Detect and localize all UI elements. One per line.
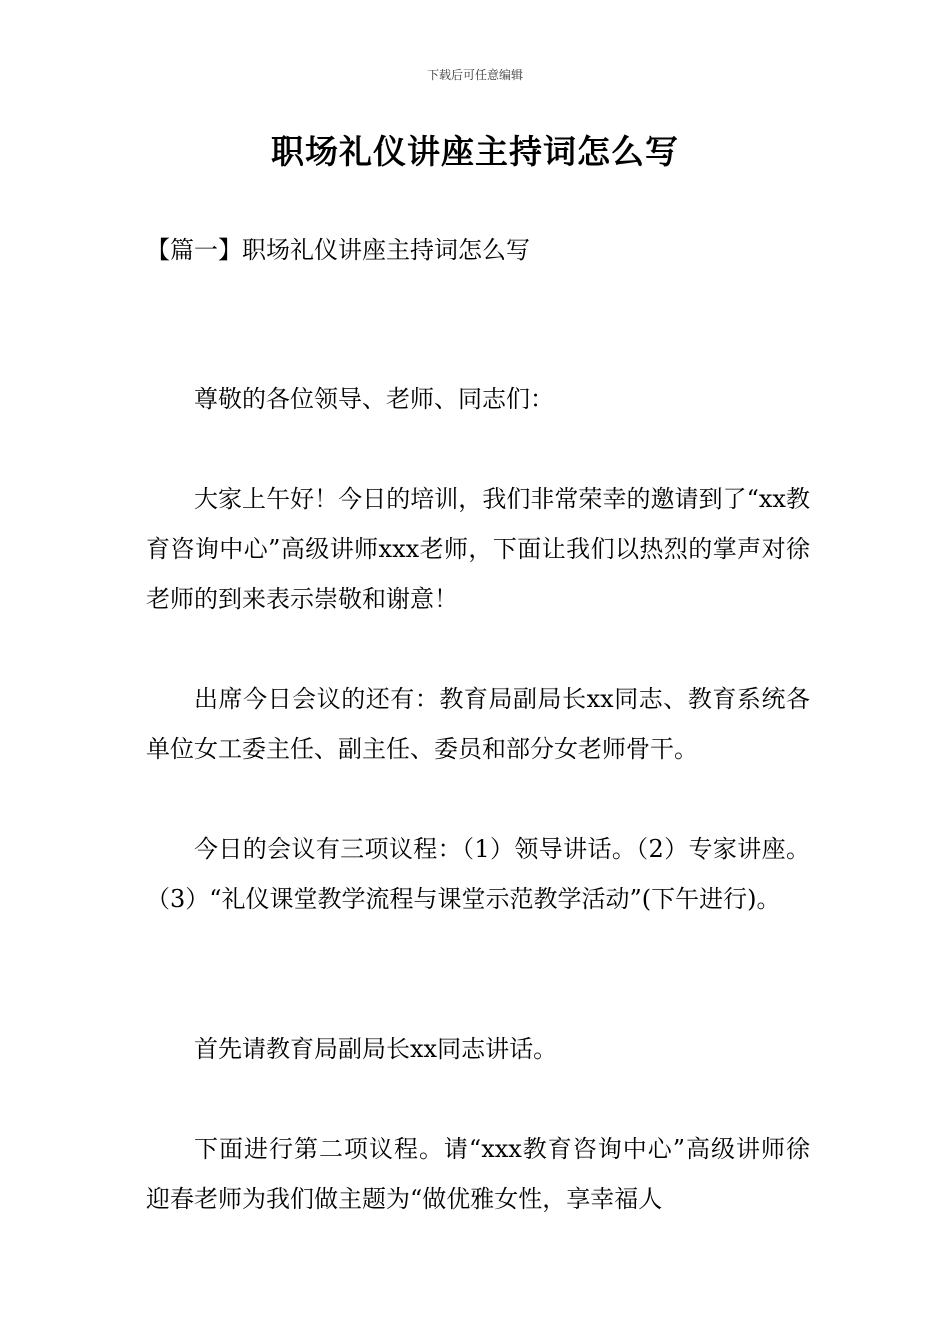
- paragraph-second-item: 下面进行第二项议程。请“xxx教育咨询中心”高级讲师徐迎春老师为我们做主题为“做优雅女性，享幸福人: [146, 1135, 810, 1213]
- paragraph-attendees: 出席今日会议的还有：教育局副局长xx同志、教育系统各单位女工委主任、副主任、委员和部分女老师骨干。: [146, 685, 810, 763]
- paragraph-greeting: 大家上午好！今日的培训，我们非常荣幸的邀请到了“xx教育咨询中心”高级讲师xxx老师，下面让我们以热烈的掌声对徐老师的到来表示崇敬和谢意！: [146, 485, 810, 613]
- paragraph-agenda: 今日的会议有三项议程：（1）领导讲话。（2）专家讲座。（3）“礼仪课堂教学流程与课堂示范教学活动”(下午进行)。: [146, 835, 810, 913]
- paragraph-salutation: 尊敬的各位领导、老师、同志们：: [194, 385, 554, 413]
- header-note: 下载后可任意编辑: [426, 68, 523, 82]
- paragraph-first-speech: 首先请教育局副局长xx同志讲话。: [194, 1035, 558, 1063]
- section-heading: 【篇一】职场礼仪讲座主持词怎么写: [146, 236, 530, 264]
- document-title: 职场礼仪讲座主持词怎么写: [271, 132, 679, 171]
